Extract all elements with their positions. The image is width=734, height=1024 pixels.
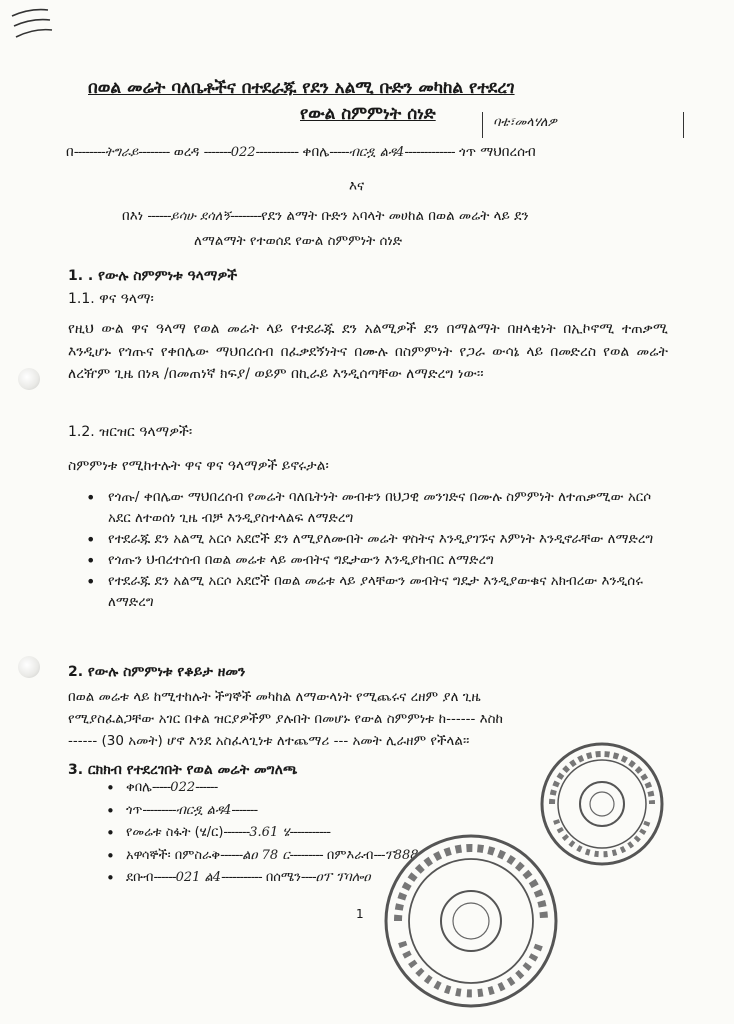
land-east-value: ልዐ 78 ር: [242, 847, 290, 863]
objective-item: • የተደራጁ ደን አልሚ አርሶ አደሮች ደን ለሚያለሙበት መሬት ዋስትና እንዲያገኙና እምነት እንዲኖራቸው ለማድረግ: [80, 529, 660, 550]
community-label: ጎጥ ማህበረሰብ: [458, 144, 536, 160]
section1-2-intro: ስምምነቱ የሚከተሉት ዋና ዋና ዓላማዎች ይኖሩታል፡: [68, 458, 329, 474]
land-area-label: የመሬቱ ስፋት (ሄ/ር): [126, 825, 224, 840]
land-neighbors-label: አዋሳኞች፡ በምስራቅ: [126, 847, 221, 863]
land-north-value: ዐፕ ፕባሎዐ: [315, 870, 371, 885]
page-number: 1: [356, 907, 364, 921]
zone-value: ትግራይ: [104, 145, 139, 160]
section3-heading: 3. ርክክብ የተደረገበት የወል መሬት መግለጫ: [68, 762, 298, 778]
section2-text-line1: በወል መሬቱ ላይ ከሚተከሉት ችግኞች መካከል ለማውላነት የሚጨሩና ረዘም ያለ ጊዜ: [68, 689, 481, 705]
land-got-label: ጎጥ: [126, 802, 143, 818]
land-got-row: • ጎጥ---------ብርዷ ልዳ4-------: [104, 803, 419, 826]
kebele-value: ብርዷ ልዳ4: [348, 145, 405, 160]
punch-hole: [18, 368, 40, 390]
woreda-label: ወረዳ: [173, 144, 200, 160]
section1-heading: 1. . የውሉ ስምምነቱ ዓላማዎች: [68, 268, 238, 284]
location-line: በ--------ትግራይ-------- ወረዳ -------022----------- ቀበሌ-----ብርዷ ልዳ4------------- ጎጥ ማህበረሰብ: [66, 144, 536, 160]
woreda-value: 022: [230, 145, 256, 160]
kebele-label: ቀበሌ: [302, 144, 330, 160]
land-kebele-row: • ቀበሌ-----022------: [104, 780, 419, 803]
objective-item: • የጎጡን ህብረተሰብ በወል መሬቱ ላይ መብትና ግዴታውን እንዲያከብር ለማድረግ: [80, 550, 660, 571]
land-neighbors-row: • አዋሳኞች፡ በምስራቅ------ልዐ 78 ር--------- በምእራብ---ፕ888: [104, 848, 419, 871]
land-west-label: በምእራብ: [326, 847, 374, 863]
group-prefix: በእነ: [122, 208, 144, 224]
handwritten-box-text: ባቴ፣መላሃለዎ: [493, 115, 557, 130]
objectives-list: [80, 487, 660, 613]
land-kebele-label: ቀበሌ: [126, 780, 152, 795]
land-kebele-value: 022: [170, 780, 196, 795]
section2-text-line3: ------ (30 አመት) ሆኖ እንደ አስፈላጊነቱ ለተጨማሪ --- አመት ሊራዘም የችላል፡፡: [68, 733, 470, 749]
handwritten-box: [482, 112, 684, 138]
and-word: እና: [349, 178, 365, 194]
section1-1-text: የዚህ ውል ዋና ዓላማ የወል መሬት ላይ የተደራጁ ደን አልሚዎች ደን በማልማት በዘላቂነት በኢኮኖሚ ተጠቃሚ እንዲሆኑ የጎጡና የቀበሌው ማህበረሰብ በፈቃደኝነትና በሙሉ በስምምነት የጋራ ውሳኔ ላይ በመድረስ የወል መሬት ለረዥም ጊዜ በነጻ /በመጠነኛ ክፍያ/ ወይም በኪራይ እንዲሰጣቸው ለማድረግ ነው፡፡: [68, 321, 668, 382]
group-line: በእነ ------ይሳሁ ደሳለኝ--------የደን ልማት ቡድን አባላት መሀከል በወል መሬት ላይ ደን: [122, 208, 529, 224]
section1-2-heading: 1.2. ዝርዝር ዓላማዎች፡: [68, 424, 193, 440]
land-area-value: 3.61 ሄ: [249, 825, 290, 840]
land-south-label: ደቡብ: [126, 870, 154, 885]
group-suffix: የደን ልማት ቡድን አባላት መሀከል በወል መሬት ላይ ደን: [261, 208, 529, 224]
document-subtitle: የውል ስምምነት ሰነድ: [300, 104, 436, 124]
group-name-value: ይሳሁ ደሳለኝ: [170, 209, 231, 224]
section1-1-heading: 1.1. ዋና ዓላማ፡: [68, 291, 154, 307]
land-got-value: ብርዷ ልዳ4: [175, 802, 232, 818]
section2-text-line2: የሚያስፈልጋቸው አገር በቀል ዝርያዎችም ያሉበት በመሆኑ የውል ስምምነቱ ከ------ እስከ: [68, 711, 504, 727]
land-north-label: በሰሜን: [265, 870, 301, 885]
document-title: በወል መሬት ባለቤቶችና በተደራጁ የደን አልሚ ቡድን መካከል የተደረገ: [88, 78, 515, 98]
punch-hole: [18, 656, 40, 678]
objective-item: • የተደራጁ ደን አልሚ አርሶ አደሮች በወል መሬቱ ላይ ያላቸውን መብትና ግዴታ እንዲያውቁና አክብረው እንዲሰሩ ለማድረግ: [80, 571, 660, 613]
group-line-2: ለማልማት የተወሰደ የውል ስምምነት ሰነድ: [194, 233, 403, 249]
handwritten-corner-mark: [10, 6, 55, 41]
objective-item: • የጎጡ/ ቀበሌው ማህበረሰብ የመሬት ባለቤትነት መብቱን በህጋዊ መንገድና በሙሉ ስምምነት ለተጠቃሚው አርሶ አደር ለተወሰነ ጊዜ ብቻ እንዲያስተላልፍ ለማድረግ: [80, 487, 660, 529]
land-area-row: • የመሬቱ ስፋት (ሄ/ር)-------3.61 ሄ-----------: [104, 825, 419, 848]
official-stamp-large: [382, 832, 560, 1010]
land-south-north-row: • ደቡብ------021 ል4----------- በሰሜን----ዐፕ ፕባሎዐ: [104, 870, 419, 893]
land-west-value: ፕ888: [384, 847, 419, 863]
land-south-value: 021 ል4: [175, 870, 222, 885]
section2-heading: 2. የውሉ ስምምነቱ የቆይታ ዘመን: [68, 664, 246, 680]
location-prefix: በ: [66, 144, 74, 160]
land-description-list: [104, 780, 419, 893]
